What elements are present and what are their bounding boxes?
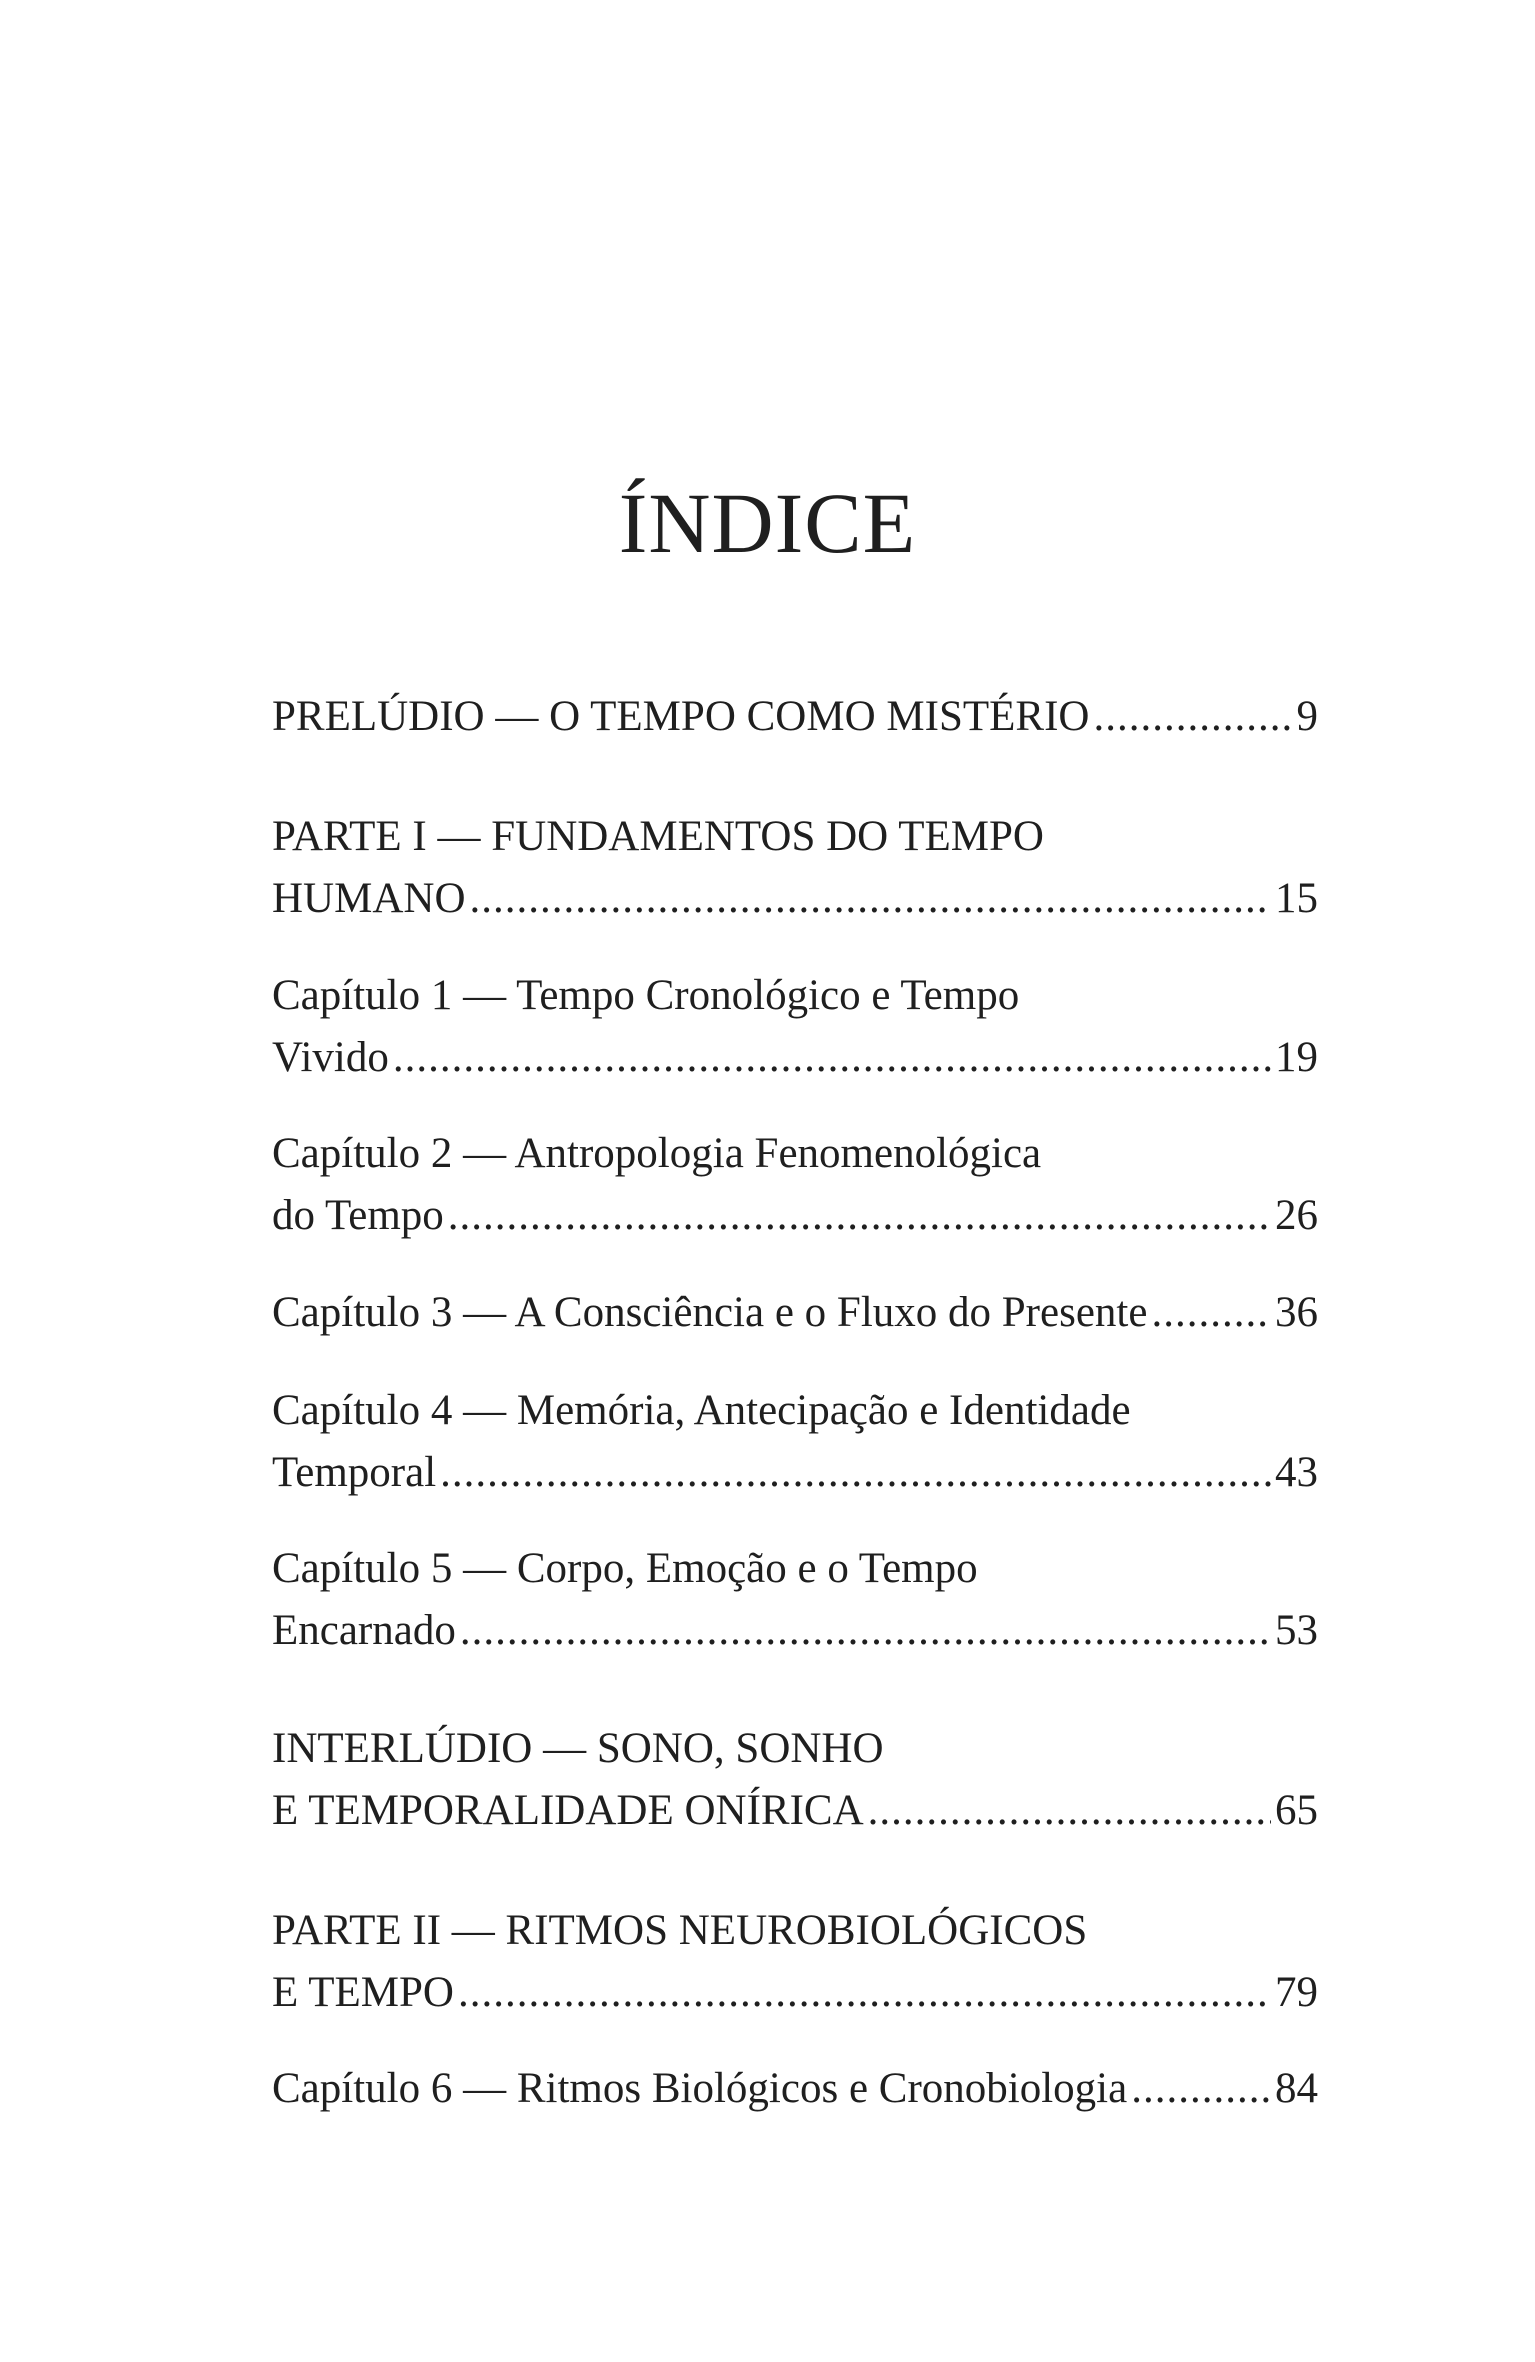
toc-page-number: 79 xyxy=(1275,1969,1318,2016)
toc-entry-parte-2 xyxy=(272,1900,1318,2024)
toc-entry-line xyxy=(272,1027,1318,1089)
toc-entry-line xyxy=(272,1962,1318,2024)
dot-leader xyxy=(470,868,1272,930)
toc-page-number: 9 xyxy=(1296,693,1318,740)
toc-page-number: 36 xyxy=(1275,1289,1318,1336)
toc-page-number: 26 xyxy=(1275,1192,1318,1239)
toc-entry-line xyxy=(272,2058,1318,2120)
dot-leader xyxy=(458,1962,1271,2024)
toc-entry-capitulo-2 xyxy=(272,1123,1318,1247)
dot-leader xyxy=(1151,1282,1271,1344)
toc-entry-title-line1: INTERLÚDIO — SONO, SONHO xyxy=(272,1725,884,1772)
toc-entry-title-line2: Vivido xyxy=(272,1034,389,1081)
toc-page-number: 53 xyxy=(1275,1607,1318,1654)
toc-entry-title-line2: HUMANO xyxy=(272,875,466,922)
page-title: ÍNDICE xyxy=(618,475,917,571)
toc-entry-title-line1: PARTE II — RITMOS NEUROBIOLÓGICOS xyxy=(272,1907,1088,1954)
toc-entry-line xyxy=(272,1780,1318,1842)
toc-page-number: 19 xyxy=(1275,1034,1318,1081)
toc-entry-interludio xyxy=(272,1718,1318,1842)
toc-entry-title-line2: Temporal xyxy=(272,1449,437,1496)
toc-entry-title-line1: Capítulo 1 — Tempo Cronológico e Tempo xyxy=(272,972,1020,1019)
toc-entry-parte-1 xyxy=(272,806,1318,930)
dot-leader xyxy=(448,1185,1271,1247)
toc-entry-capitulo-3 xyxy=(272,1282,1318,1344)
toc-entry-prelude xyxy=(272,686,1318,748)
toc-entry-line xyxy=(272,1600,1318,1662)
toc-entry-line xyxy=(272,686,1318,748)
toc-entry-capitulo-4 xyxy=(272,1380,1318,1504)
toc-entry-title-line2: Encarnado xyxy=(272,1607,456,1654)
toc-entry-title-line1: Capítulo 4 — Memória, Antecipação e Identidade xyxy=(272,1387,1131,1434)
toc-entry-title-line2: E TEMPORALIDADE ONÍRICA xyxy=(272,1787,864,1834)
dot-leader xyxy=(1093,686,1292,748)
toc-entry-line xyxy=(272,1282,1318,1344)
toc-entry-line xyxy=(272,1185,1318,1247)
toc-page-number: 84 xyxy=(1275,2065,1318,2112)
toc-entry-title: Capítulo 3 — A Consciência e o Fluxo do Presente xyxy=(272,1289,1148,1336)
toc-entry-capitulo-1 xyxy=(272,965,1318,1089)
toc-entry-capitulo-5 xyxy=(272,1538,1318,1662)
dot-leader xyxy=(1131,2058,1271,2120)
toc-entry-title-line2: do Tempo xyxy=(272,1192,444,1239)
toc-entry-title-line1: Capítulo 5 — Corpo, Emoção e o Tempo xyxy=(272,1545,978,1592)
toc-page-number: 65 xyxy=(1275,1787,1318,1834)
toc-entry-title-line2: E TEMPO xyxy=(272,1969,454,2016)
toc-entry-title-line1: PARTE I — FUNDAMENTOS DO TEMPO xyxy=(272,813,1044,860)
toc-page-number: 15 xyxy=(1275,875,1318,922)
toc-page-number: 43 xyxy=(1275,1449,1318,1496)
dot-leader xyxy=(868,1780,1271,1842)
toc-entry-title: PRELÚDIO — O TEMPO COMO MISTÉRIO xyxy=(272,693,1090,740)
toc-entry-line xyxy=(272,1442,1318,1504)
dot-leader xyxy=(393,1027,1271,1089)
toc-entry-line xyxy=(272,868,1318,930)
dot-leader xyxy=(460,1600,1271,1662)
dot-leader xyxy=(440,1442,1271,1504)
toc-entry-capitulo-6 xyxy=(272,2058,1318,2120)
toc-entry-title-line1: Capítulo 2 — Antropologia Fenomenológica xyxy=(272,1130,1042,1177)
toc-entry-title: Capítulo 6 — Ritmos Biológicos e Cronobiologia xyxy=(272,2065,1128,2112)
